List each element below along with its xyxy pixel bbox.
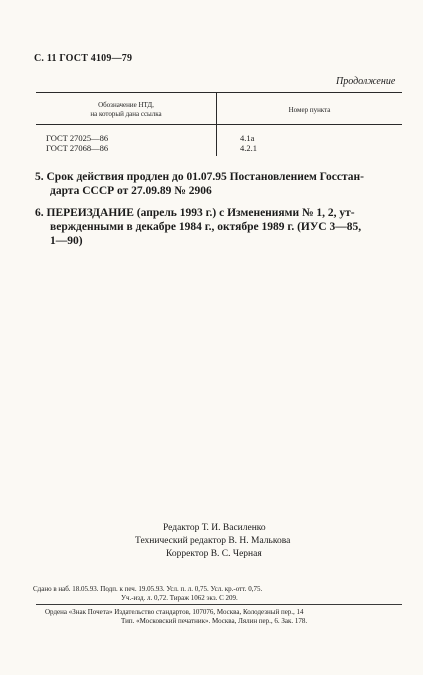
table-cell-standard: ГОСТ 27068—86: [46, 143, 109, 153]
imprint-line: Сдано в наб. 18.05.93. Подп. к печ. 19.05.93. Усл. п. л. 0,75. Усл. кр.-отт. 0,75.: [33, 585, 263, 593]
technical-editor-line: Технический редактор В. Н. Малькова: [135, 536, 291, 546]
printer-line: Тип. «Московский печатник». Москва, Лялин пер., 6. Зак. 178.: [121, 617, 308, 625]
continued-label: Продолжение: [336, 76, 396, 87]
table-header-point: Номер пункта: [288, 106, 331, 114]
editor-line: Редактор Т. И. Василенко: [163, 523, 266, 533]
table-header-rule: [36, 124, 402, 125]
item-6-line: 6. ПЕРЕИЗДАНИЕ (апрель 1993 г.) с Изменениями № 1, 2, ут-: [35, 207, 355, 219]
table-cell-point: 4.1а: [240, 133, 255, 143]
item-5-line: дарта СССР от 27.09.89 № 2906: [50, 185, 212, 197]
table-cell-standard: ГОСТ 27025—86: [46, 133, 109, 143]
item-6-line: вержденными в декабре 1984 г., октябре 1989 г. (ИУС 3—85,: [50, 221, 362, 233]
running-header: С. 11 ГОСТ 4109—79: [34, 53, 133, 64]
table-cell-point: 4.2.1: [240, 143, 257, 153]
table-top-rule: [36, 92, 402, 93]
imprint-rule: [36, 604, 402, 605]
table-header-standard-line: Обозначение НТД,: [98, 101, 154, 109]
publisher-line: Ордена «Знак Почета» Издательство стандартов, 107076, Москва, Колодезный пер., 14: [45, 608, 304, 616]
table-header-standard: [36, 101, 216, 119]
item-5-line: 5. Срок действия продлен до 01.07.95 Постановлением Госстан-: [35, 171, 364, 183]
table-column-divider: [216, 92, 217, 156]
table-header-standard-line: на который дана ссылка: [90, 110, 162, 118]
imprint-line: Уч.-изд. л. 0,72. Тираж 1062 экз. С 209.: [121, 594, 238, 602]
corrector-line: Корректор В. С. Черная: [166, 549, 262, 559]
item-6-line: 1—90): [50, 235, 83, 247]
